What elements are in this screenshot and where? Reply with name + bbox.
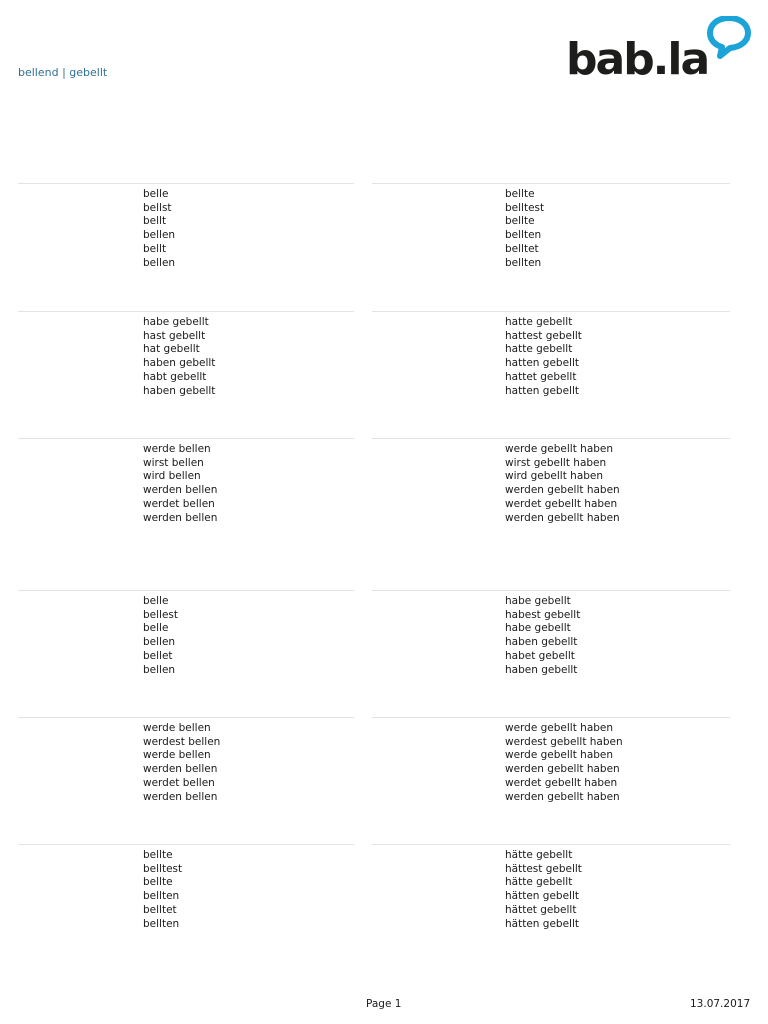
verb-form: bellen [143, 663, 176, 676]
verb-form: habe gebellt [505, 595, 571, 607]
verb-form: hätte gebellt [505, 876, 573, 889]
verb-form: hättet gebellt [505, 903, 577, 916]
verb-form: bellten [505, 229, 542, 242]
verb-form: hätten gebellt [505, 917, 579, 930]
conjugation-column-right [372, 183, 730, 269]
verb-form: werdet bellen [143, 497, 215, 510]
verb-form: belltet [143, 903, 177, 916]
verb-form: hätten gebellt [505, 890, 579, 903]
conjugation-column-right [372, 311, 730, 397]
verb-form: werdet gebellt haben [505, 776, 618, 789]
verb-form: bellst [143, 201, 172, 214]
verb-form-list [505, 443, 620, 525]
verb-form-list [143, 316, 215, 398]
verb-form: belle [143, 622, 169, 635]
verb-form: bellten [143, 890, 180, 903]
section-divider [372, 717, 730, 718]
conjugation-column-left [18, 183, 354, 269]
section-divider [18, 311, 354, 312]
verb-form: wird bellen [143, 470, 201, 483]
verb-form: werde bellen [143, 443, 211, 455]
verb-form: werden gebellt haben [505, 763, 620, 776]
verb-form: haben gebellt [143, 384, 216, 397]
verb-form-list [143, 443, 217, 525]
verb-form: haben gebellt [505, 636, 578, 649]
verb-form: werde gebellt haben [505, 722, 614, 734]
verb-form: hat gebellt [143, 343, 200, 356]
verb-form-list [505, 188, 544, 270]
verb-form: bellt [143, 242, 167, 255]
verb-form: bellte [143, 849, 173, 861]
conjugation-column-right [372, 590, 730, 676]
section-divider [18, 717, 354, 718]
verb-form: belle [143, 595, 169, 607]
verb-form: hattet gebellt [505, 370, 577, 383]
section-divider [372, 844, 730, 845]
verb-form: werde gebellt haben [505, 443, 614, 455]
section-divider [18, 590, 354, 591]
verb-form: wirst bellen [143, 456, 204, 469]
conjugation-column-left [18, 311, 354, 397]
conjugation-column-right [372, 844, 730, 930]
verb-form: hast gebellt [143, 329, 206, 342]
verb-form: habet gebellt [505, 649, 575, 662]
verb-form: werde bellen [143, 722, 211, 734]
verb-form: werden gebellt haben [505, 511, 620, 524]
verb-form: haben gebellt [505, 663, 578, 676]
verb-form-list [505, 595, 580, 677]
section-divider [372, 311, 730, 312]
verb-form: habest gebellt [505, 608, 581, 621]
bab-la-logo [566, 16, 752, 86]
verb-form: werdest gebellt haben [505, 735, 623, 748]
verb-form-list [505, 316, 582, 398]
verb-form: wirst gebellt haben [505, 456, 607, 469]
conjugation-column-left [18, 438, 354, 524]
verb-form: werdest bellen [143, 735, 221, 748]
verb-form: werden gebellt haben [505, 484, 620, 497]
verb-form: bellet [143, 649, 173, 662]
verb-form: wird gebellt haben [505, 470, 604, 483]
verb-form: hättest gebellt [505, 862, 582, 875]
verb-form-list [143, 722, 220, 804]
verb-form: werde bellen [143, 749, 211, 762]
verb-form: belltest [505, 201, 545, 214]
verb-form: werden gebellt haben [505, 790, 620, 803]
verb-form: bellen [143, 229, 176, 242]
page-number: Page 1 [366, 998, 402, 1010]
verb-form-list [143, 595, 178, 677]
speech-bubble-icon [706, 16, 752, 60]
verb-form: haben gebellt [143, 357, 216, 370]
print-date: 13.07.2017 [690, 998, 751, 1010]
verb-form: belltet [505, 242, 539, 255]
section-divider [372, 183, 730, 184]
verb-form: werden bellen [143, 484, 218, 497]
verb-form: hatte gebellt [505, 343, 573, 356]
verb-form-list [505, 849, 582, 931]
verb-form: bellen [143, 636, 176, 649]
verb-form: habe gebellt [143, 316, 209, 328]
header-title-link[interactable]: bellend | gebellt [18, 66, 108, 79]
conjugation-column-left [18, 844, 354, 930]
section-divider [18, 844, 354, 845]
verb-form: werden bellen [143, 790, 218, 803]
verb-form: werden bellen [143, 511, 218, 524]
verb-form: belle [143, 188, 169, 200]
verb-form: bellte [505, 188, 535, 200]
verb-form: werdet bellen [143, 776, 215, 789]
verb-form: bellest [143, 608, 179, 621]
verb-form: hätte gebellt [505, 849, 573, 861]
verb-form: habe gebellt [505, 622, 571, 635]
verb-form: bellten [143, 917, 180, 930]
verb-form: belltest [143, 862, 183, 875]
conjugation-column-right [372, 717, 730, 803]
conjugation-column-right [372, 438, 730, 524]
conjugation-column-left [18, 717, 354, 803]
verb-form: bellten [505, 256, 542, 269]
verb-form-list [143, 188, 175, 270]
section-divider [372, 590, 730, 591]
section-divider [372, 438, 730, 439]
logo-text: bab.la [566, 34, 709, 85]
verb-form: hatten gebellt [505, 384, 579, 397]
verb-form: bellen [143, 256, 176, 269]
verb-form: hattest gebellt [505, 329, 582, 342]
section-divider [18, 183, 354, 184]
verb-form-list [143, 849, 182, 931]
verb-form: hatten gebellt [505, 357, 579, 370]
verb-form: hatte gebellt [505, 316, 573, 328]
verb-form: bellt [143, 215, 167, 228]
verb-form: werde gebellt haben [505, 749, 614, 762]
conjugation-column-left [18, 590, 354, 676]
verb-form: werdet gebellt haben [505, 497, 618, 510]
verb-form-list [505, 722, 623, 804]
verb-form: bellte [505, 215, 535, 228]
verb-form: werden bellen [143, 763, 218, 776]
verb-form: habt gebellt [143, 370, 207, 383]
section-divider [18, 438, 354, 439]
verb-form: bellte [143, 876, 173, 889]
